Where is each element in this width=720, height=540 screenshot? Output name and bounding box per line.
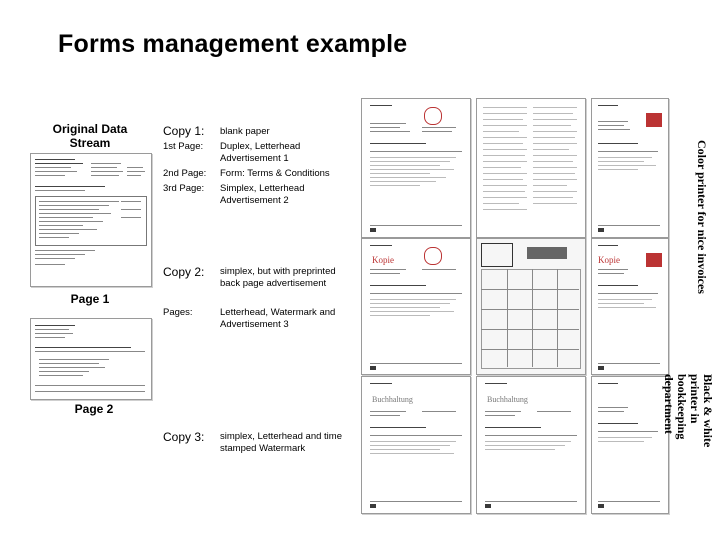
copy2-page3-thumbnail <box>591 238 669 375</box>
copy1-row-value: Duplex, Letterhead Advertisement 1 <box>220 141 301 164</box>
buchhaltung-watermark: Buchhaltung <box>372 395 413 404</box>
bw-printer-label: Black & white printer in bookkeeping department <box>662 374 715 448</box>
copy2-row-value: Letterhead, Watermark and Advertisement 3 <box>220 307 336 330</box>
buchhaltung-watermark: Buchhaltung <box>487 395 528 404</box>
copy1-row-key: 2nd Page: <box>163 168 207 179</box>
copy1-row-value: Form: Terms & Conditions <box>220 168 330 179</box>
copy1-heading-value: blank paper <box>220 126 270 137</box>
copy3-heading: Copy 3: <box>163 430 205 444</box>
kopie-watermark: Kopie <box>372 255 394 265</box>
copy2-row-key: Pages: <box>163 307 193 318</box>
copy2-advertisement-thumbnail <box>476 238 586 375</box>
copy1-row-key: 1st Page: <box>163 141 204 152</box>
kopie-watermark: Kopie <box>598 255 620 265</box>
page2-label: Page 2 <box>74 402 114 416</box>
copy2-heading: Copy 2: <box>163 265 205 279</box>
page1-label: Page 1 <box>70 292 110 306</box>
copy2-page1-thumbnail <box>361 238 471 375</box>
slide-title: Forms management example <box>58 30 408 58</box>
copy1-heading: Copy 1: <box>163 124 205 138</box>
copy1-page1-thumbnail <box>361 98 471 238</box>
copy1-page2-thumbnail <box>476 98 586 238</box>
color-printer-label: Color printer for nice invoices <box>695 140 709 294</box>
original-data-stream-label: Original Data Stream <box>52 122 128 150</box>
copy2-heading-value: simplex, but with preprinted back page advertisement <box>220 266 336 289</box>
page1-thumbnail <box>30 153 152 287</box>
copy1-row-key: 3rd Page: <box>163 183 205 194</box>
copy1-page3-thumbnail <box>591 98 669 238</box>
copy3-heading-value: simplex, Letterhead and time stamped Watermark <box>220 431 342 454</box>
copy3-page1-thumbnail <box>361 376 471 514</box>
copy3-page2-thumbnail <box>476 376 586 514</box>
page2-thumbnail <box>30 318 152 400</box>
copy1-row-value: Simplex, Letterhead Advertisement 2 <box>220 183 305 206</box>
